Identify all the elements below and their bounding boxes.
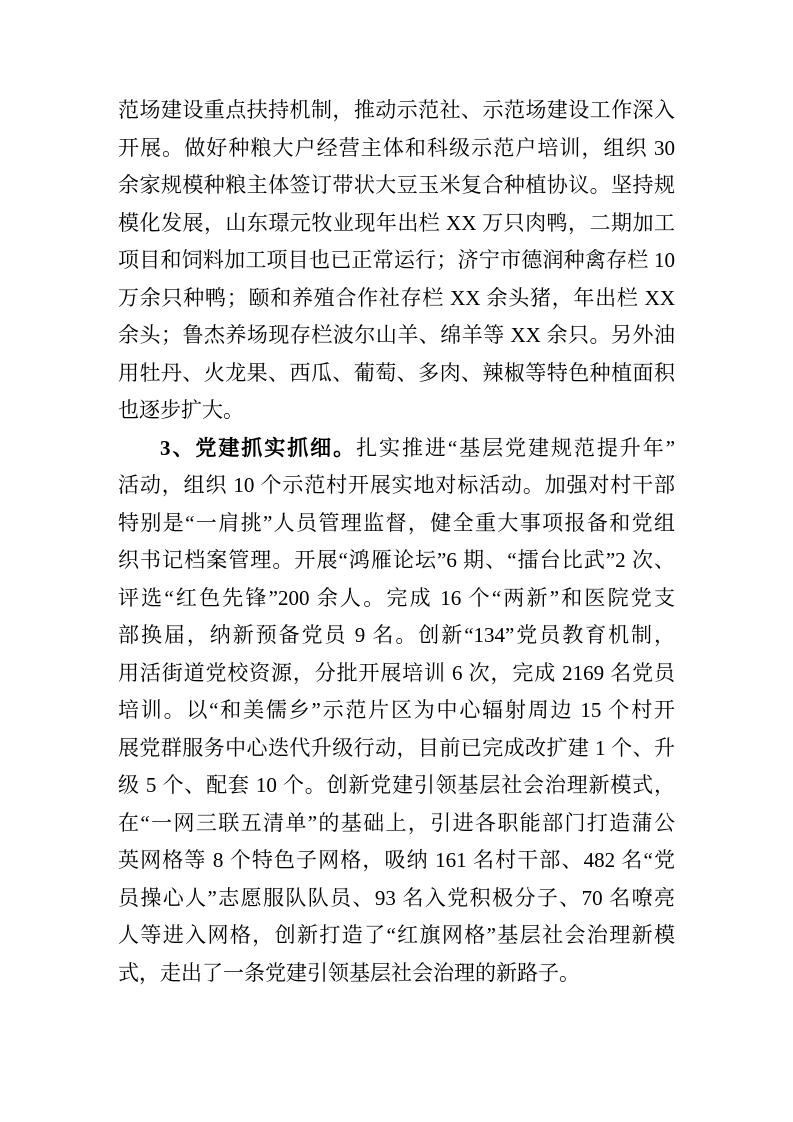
text-line: 模化发展，山东璟元牧业现年出栏 XX 万只肉鸭，二期加工 (118, 210, 675, 235)
text-line: 员操心人”志愿服队队员、93 名入党积极分子、70 名嘹亮 (118, 885, 675, 910)
text-line: 织书记档案管理。开展“鸿雁论坛”6 期、“擂台比武”2 次、 (118, 548, 675, 572)
text-line: 人等进入网格，创新打造了“红旗网格”基层社会治理新模 (118, 923, 675, 947)
text-line: 特别是“一肩挑”人员管理监督，健全重大事项报备和党组 (118, 510, 675, 535)
text-block (118, 92, 675, 992)
text-line: 评选“红色先锋”200 余人。完成 16 个“两新”和医院党支 (118, 585, 675, 610)
text-line: 范场建设重点扶持机制，推动示范社、示范场建设工作深入 (118, 98, 675, 122)
text-line: 在“一网三联五清单”的基础上，引进各职能部门打造蒲公 (118, 810, 675, 835)
text-line: 展党群服务中心迭代升级行动，目前已完成改扩建 1 个、升 (118, 735, 675, 760)
text-line: 英网格等 8 个特色子网格，吸纳 161 名村干部、482 名“党 (118, 848, 675, 872)
text-line: 开展。做好种粮大户经营主体和科级示范户培训，组织 30 (118, 135, 675, 160)
text-line: 余头；鲁杰养场现存栏波尔山羊、绵羊等 XX 余只。另外油 (118, 323, 675, 347)
text-line: 活动，组织 10 个示范村开展实地对标活动。加强对村干部 (118, 473, 675, 497)
text-line (118, 430, 675, 468)
text-line: 也逐步扩大。 (118, 398, 244, 422)
text-line: 用牡丹、火龙果、西瓜、葡萄、多肉、辣椒等特色种植面积 (118, 360, 675, 385)
paragraph-lead-rest: 扎实推进“基层党建规范提升年” (356, 435, 676, 460)
paragraph-1 (118, 92, 675, 430)
text-line: 用活街道党校资源，分批开展培训 6 次，完成 2169 名党员 (118, 660, 675, 685)
text-line: 级 5 个、配套 10 个。创新党建引领基层社会治理新模式， (118, 773, 675, 797)
text-line: 式，走出了一条党建引领基层社会治理的新路子。 (118, 960, 580, 985)
text-line: 万余只种鸭；颐和养殖合作社存栏 XX 余头猪，年出栏 XX (118, 285, 675, 310)
text-line: 项目和饲料加工项目也已正常运行；济宁市德润种禽存栏 10 (118, 248, 675, 272)
paragraph-lead-bold: 3、党建抓实抓细。 (160, 435, 357, 460)
paragraph-2 (118, 430, 675, 993)
text-line: 培训。以“和美儒乡”示范片区为中心辐射周边 15 个村开 (118, 698, 675, 722)
text-line: 部换届，纳新预备党员 9 名。创新“134”党员教育机制， (118, 623, 675, 647)
text-line: 余家规模种粮主体签订带状大豆玉米复合种植协议。坚持规 (118, 173, 675, 197)
